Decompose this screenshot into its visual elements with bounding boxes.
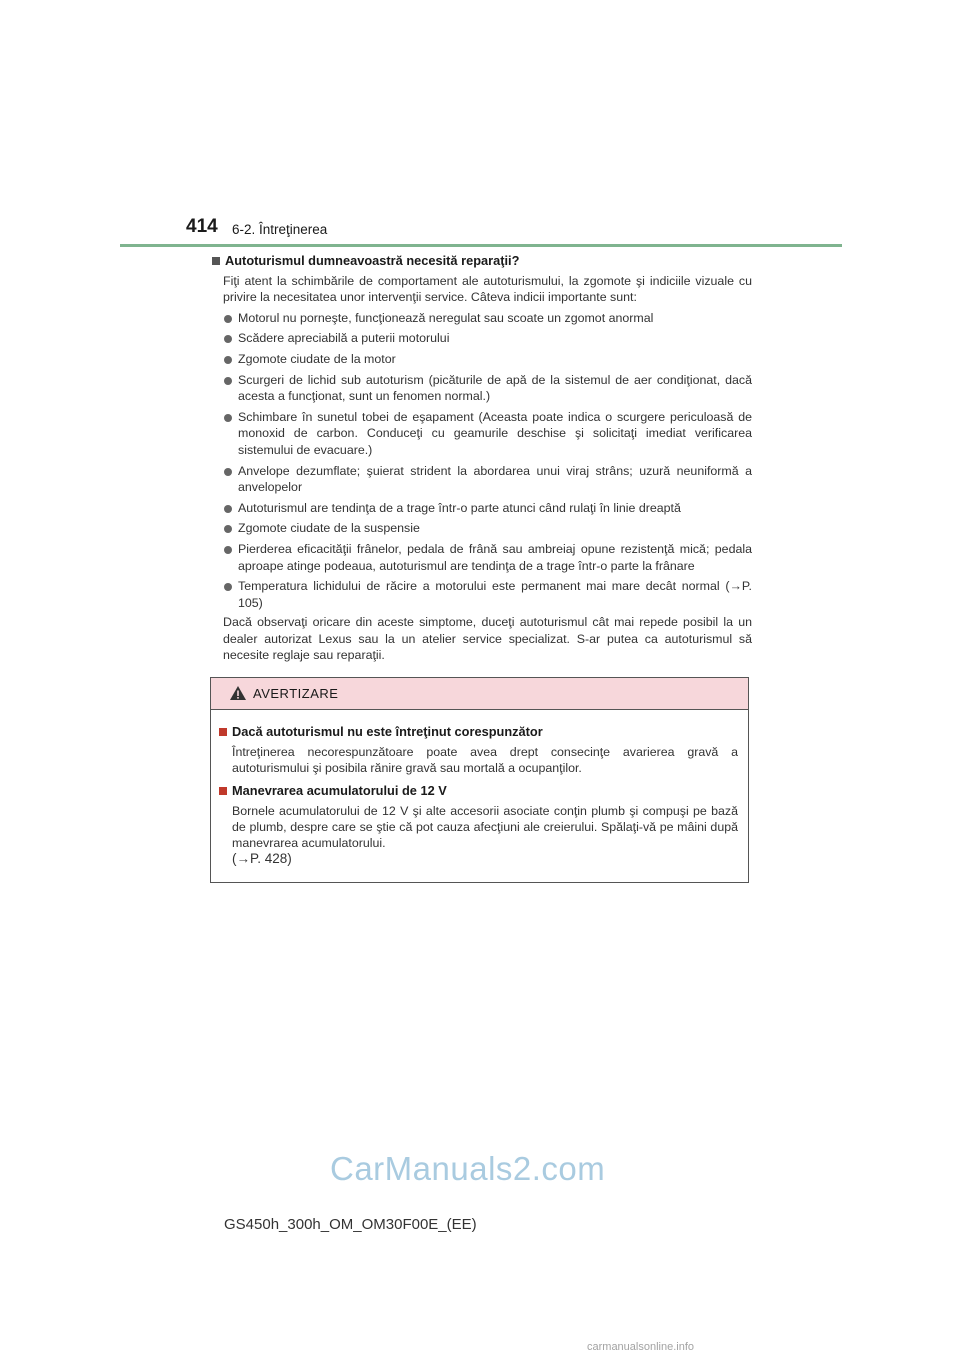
list-item-text: Schimbare în sunetul tobei de eşapament (Aceasta poate indica o scurgere periculoasă de monoxid de carbon. Conduceţi cu geamurile deschise şi solicitaţi imediat verificarea sistemului de evacuare.) <box>238 409 752 457</box>
round-bullet-icon <box>224 377 232 385</box>
warning-item-heading-text: Dacă autoturismul nu este întreţinut corespunzător <box>232 724 543 739</box>
round-bullet-icon <box>224 414 232 422</box>
list-item-text: Anvelope dezumflate; şuierat strident la abordarea unui viraj strâns; uzură neuniformă a anvelopelor <box>238 463 752 495</box>
round-bullet-icon <box>224 468 232 476</box>
square-bullet-icon <box>219 728 227 736</box>
list-item <box>210 578 752 611</box>
page-number: 414 <box>186 216 218 237</box>
square-bullet-icon <box>219 787 227 795</box>
warning-title: AVERTIZARE <box>253 686 339 701</box>
list-item-text: Scurgeri de lichid sub autoturism (picăturile de apă de la sistemul de aer condiţionat, dacă acesta a funcţionat, sunt un fenomen normal.) <box>238 372 752 404</box>
warning-item-heading <box>219 724 738 740</box>
warning-item-heading <box>219 783 738 799</box>
list-item-text: Temperatura lichidului de răcire a motorului este permanent mai mare decât normal (→P. 105) <box>238 579 752 610</box>
round-bullet-icon <box>224 505 232 513</box>
header-rule <box>120 244 842 247</box>
list-item <box>210 310 752 327</box>
list-item-text: Scădere apreciabilă a puterii motorului <box>238 331 450 346</box>
list-item-text: Pierderea eficacităţii frânelor, pedala de frână sau ambreiaj opune rezistenţă mică; pedala aproape atinge podeaua, autoturismul are tendinţa de a trage într-o parte la frânare <box>238 541 752 573</box>
warning-item-text: Bornele acumulatorului de 12 V şi alte accesorii asociate conţin plumb şi compuşi pe bază de plumb, despre care se ştie că pot cauza afecţiuni ale creierului. Spălaţi-vă pe mâini după manevrarea acumulatorului. <box>232 803 738 851</box>
list-item <box>210 372 752 405</box>
closing-paragraph: Dacă observaţi oricare din aceste simptome, duceţi autoturismul cât mai repede posibil la un dealer autorizat Lexus sau la un atelier service specializat. S-ar putea ca autoturismul să necesite reglaje sau reparaţii. <box>223 615 752 663</box>
list-item-text: Autoturismul are tendinţa de a trage într-o parte atunci când rulaţi în linie dreaptă <box>238 500 681 515</box>
warning-box <box>210 677 749 883</box>
warning-body <box>211 710 748 868</box>
list-item-text: Zgomote ciudate de la suspensie <box>238 521 420 536</box>
list-item <box>210 520 752 537</box>
round-bullet-icon <box>224 315 232 323</box>
watermark-url: carmanualsonline.info <box>587 1341 695 1353</box>
main-content <box>210 253 752 664</box>
round-bullet-icon <box>224 546 232 554</box>
list-item <box>210 500 752 517</box>
symptom-list <box>210 310 752 612</box>
warning-header <box>211 678 748 710</box>
section-heading <box>210 253 752 270</box>
list-item-text: Motorul nu porneşte, funcţionează neregulat sau scoate un zgomot anormal <box>238 310 654 325</box>
intro-paragraph: Fiţi atent la schimbările de comportament ale autoturismului, la zgomote şi indiciile vizuale cu privire la necesitatea unor intervenţii service. Câteva indicii importante sunt: <box>223 273 752 305</box>
round-bullet-icon <box>224 525 232 533</box>
square-bullet-icon <box>212 257 220 265</box>
list-item-text: Zgomote ciudate de la motor <box>238 351 396 366</box>
warning-triangle-icon <box>229 685 247 701</box>
round-bullet-icon <box>224 583 232 591</box>
warning-item-heading-text: Manevrarea acumulatorului de 12 V <box>232 782 447 798</box>
list-item <box>210 330 752 347</box>
footer-model-code: GS450h_300h_OM_OM30F00E_(EE) <box>224 1216 477 1233</box>
list-item <box>210 541 752 574</box>
round-bullet-icon <box>224 356 232 364</box>
page-reference: (→P. 428) <box>232 851 292 867</box>
round-bullet-icon <box>224 335 232 343</box>
warning-item-text: Întreţinerea necorespunzătoare poate avea drept consecinţe avarierea gravă a autoturismului şi posibila rănire gravă sau mortală a ocupanţilor. <box>232 745 738 776</box>
list-item <box>210 351 752 368</box>
section-heading-text: Autoturismul dumneavoastră necesită reparaţii? <box>225 253 520 268</box>
list-item <box>210 409 752 459</box>
list-item <box>210 463 752 496</box>
section-title: 6-2. Întreţinerea <box>232 222 328 237</box>
watermark-logo: CarManuals2.com <box>330 1150 606 1187</box>
